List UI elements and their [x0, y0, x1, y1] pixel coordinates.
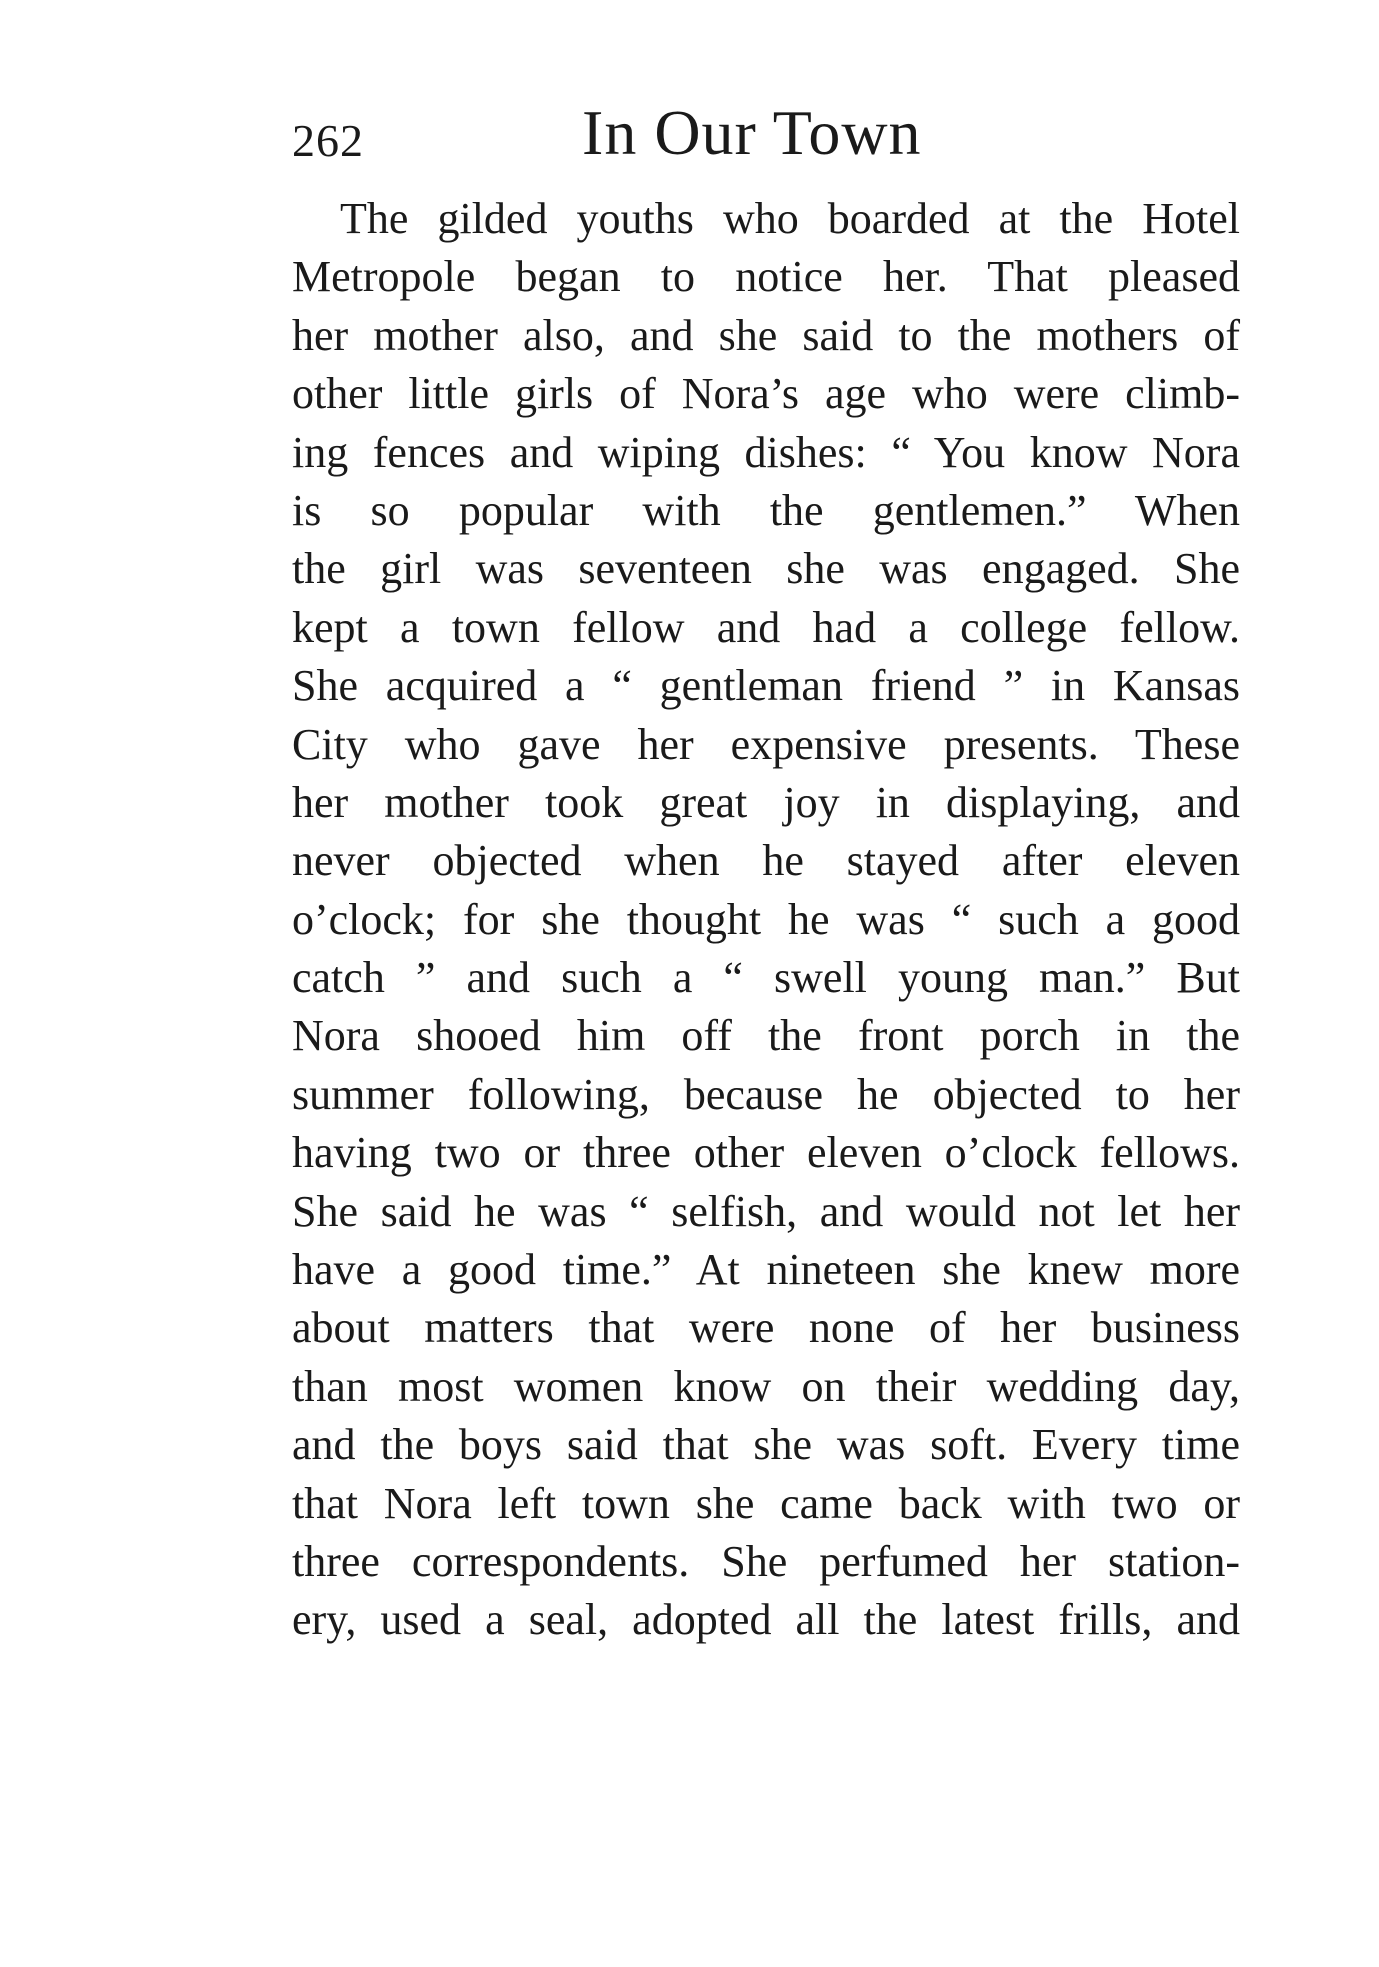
text-line: She said he was “ selfish, and would not let her	[292, 1186, 1240, 1236]
text-line: never objected when he stayed after eleven	[292, 836, 1240, 886]
body-text	[292, 190, 1240, 1650]
text-line: her mother took great joy in displaying, and	[292, 777, 1240, 827]
running-title: In Our Town	[582, 97, 922, 168]
page-number: 262	[292, 115, 364, 166]
text-line: catch ” and such a “ swell young man.” But	[292, 953, 1240, 1003]
text-line: o’clock; for she thought he was “ such a good	[292, 894, 1240, 944]
text-line: is so popular with the gentlemen.” When	[292, 485, 1240, 535]
text-line: the girl was seventeen she was engaged. She	[292, 544, 1240, 594]
text-line: and the boys said that she was soft. Every time	[292, 1420, 1240, 1470]
text-line: kept a town fellow and had a college fellow.	[292, 602, 1240, 652]
text-line: that Nora left town she came back with two or	[292, 1478, 1240, 1528]
text-line: her mother also, and she said to the mothers of	[292, 310, 1240, 360]
text-line: She acquired a “ gentleman friend ” in Kansas	[292, 661, 1240, 711]
text-line: ing fences and wiping dishes: “ You know Nora	[292, 427, 1240, 477]
text-line: than most women know on their wedding day,	[292, 1361, 1240, 1411]
text-line: about matters that were none of her business	[292, 1303, 1240, 1353]
text-line: summer following, because he objected to her	[292, 1069, 1240, 1119]
text-line: Metropole began to notice her. That pleased	[292, 252, 1240, 302]
text-line: The gilded youths who boarded at the Hotel	[340, 194, 1240, 243]
text-line: three correspondents. She perfumed her station-	[292, 1536, 1240, 1586]
text-line: City who gave her expensive presents. These	[292, 719, 1240, 769]
text-line: other little girls of Nora’s age who were climb-	[292, 369, 1240, 419]
running-head	[292, 96, 1242, 186]
text-line: ery, used a seal, adopted all the latest frills, and	[292, 1595, 1240, 1645]
text-line: having two or three other eleven o’clock fellows.	[292, 1128, 1240, 1178]
text-line: have a good time.” At nineteen she knew more	[292, 1245, 1240, 1295]
text-line: Nora shooed him off the front porch in the	[292, 1011, 1240, 1061]
